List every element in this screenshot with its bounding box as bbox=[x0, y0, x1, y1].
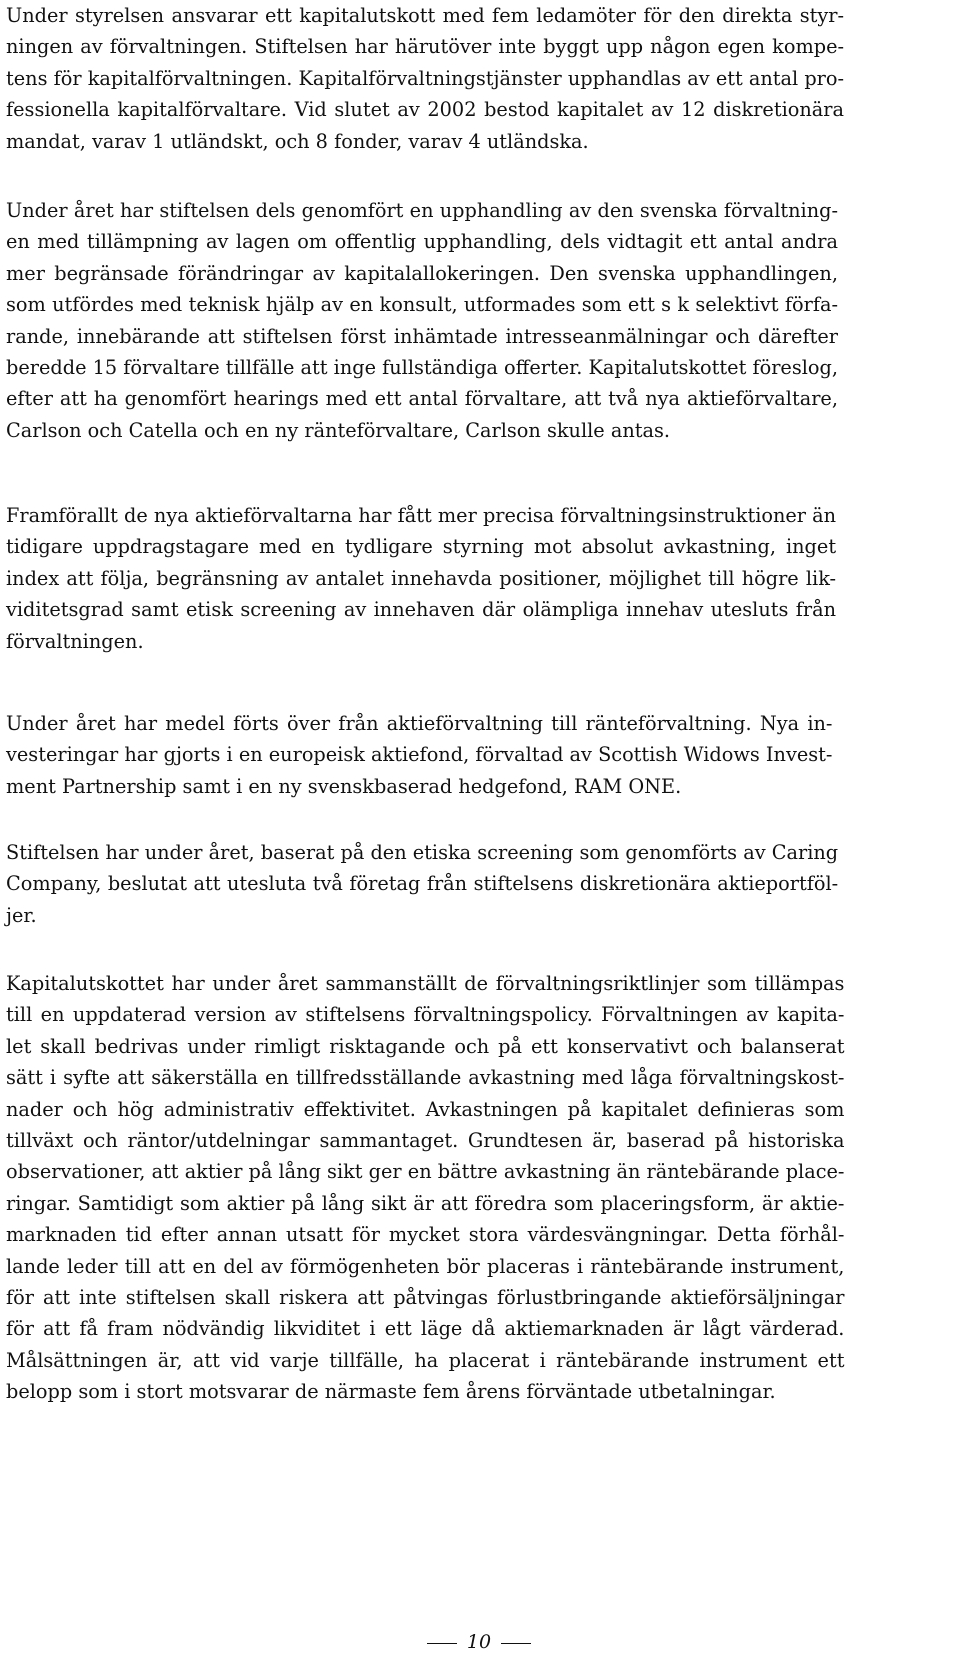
text-line: ment Partnership samt i en ny svenskbaserad hedgefond, RAM ONE. bbox=[6, 774, 682, 798]
text-line: index att följa, begränsning av antalet innehavda positioner, möjlighet till högre lik- bbox=[6, 566, 837, 590]
text-line: tens för kapitalförvaltningen. Kapitalförvaltningstjänster upphandlas av ett antal pro- bbox=[6, 66, 844, 90]
text-line: rande, innebärande att stiftelsen först inhämtade intresseanmälningar och därefter bbox=[6, 324, 838, 348]
text-line: tidigare uppdragstagare med en tydligare styrning mot absolut avkastning, inget bbox=[6, 535, 837, 559]
text-line: tillväxt och räntor/utdelningar sammantaget. Grundtesen är, baserad på historiska bbox=[6, 1129, 845, 1153]
text-line: viditetsgrad samt etisk screening av innehaven där olämpliga innehav utesluts från bbox=[6, 598, 837, 622]
text-line: Under styrelsen ansvarar ett kapitalutskott med fem ledamöter för den direkta styr- bbox=[6, 4, 844, 27]
page-number: 10 bbox=[466, 1631, 492, 1653]
text-line: Company, beslutat att utesluta två företag från stiftelsens diskretionära aktieportföl- bbox=[6, 872, 839, 896]
text-line: sätt i syfte att säkerställa en tillfredsställande avkastning med låga förvaltningskost- bbox=[6, 1066, 845, 1090]
paragraph bbox=[6, 708, 832, 802]
text-line: belopp som i stort motsvarar de närmaste fem årens förväntade utbetalningar. bbox=[6, 1380, 776, 1404]
paragraph bbox=[6, 968, 844, 1408]
text-line: en med tillämpning av lagen om offentlig upphandling, dels vidtagit ett antal andra bbox=[6, 230, 838, 254]
text-line: beredde 15 förvaltare tillfälle att inge fullständiga offerter. Kapitalutskottet föreslog, bbox=[6, 356, 838, 380]
text-line: förvaltningen. bbox=[6, 629, 144, 653]
paragraph bbox=[6, 500, 836, 657]
text-line: för att inte stiftelsen skall riskera att påtvingas förlustbringande aktieförsäljningar bbox=[6, 1286, 845, 1310]
paragraph bbox=[6, 0, 844, 157]
text-line: mer begränsade förändringar av kapitalallokeringen. Den svenska upphandlingen, bbox=[6, 261, 838, 285]
text-line: för att få fram nödvändig likviditet i ett läge då aktiemarknaden är lågt värderad. bbox=[6, 1317, 845, 1341]
text-line: Framförallt de nya aktieförvaltarna har fått mer precisa förvaltningsinstruktioner än bbox=[6, 504, 837, 527]
text-line: ningen av förvaltningen. Stiftelsen har härutöver inte byggt upp någon egen kompe- bbox=[6, 35, 844, 59]
text-line: Stiftelsen har under året, baserat på den etiska screening som genomförts av Caring bbox=[6, 841, 839, 864]
page-footer bbox=[6, 1630, 952, 1654]
text-line: efter att ha genomfört hearings med ett antal förvaltare, att två nya aktieförvaltare, bbox=[6, 387, 838, 411]
text-line: vesteringar har gjorts i en europeisk aktiefond, förvaltad av Scottish Widows Invest- bbox=[6, 743, 833, 767]
right-dash-rule bbox=[501, 1643, 531, 1644]
paragraph bbox=[6, 837, 838, 931]
text-line: Under året har stiftelsen dels genomfört en upphandling av den svenska förvaltning- bbox=[6, 199, 838, 222]
text-line: observationer, att aktier på lång sikt ger en bättre avkastning än räntebärande place- bbox=[6, 1160, 845, 1184]
text-line: marknaden tid efter annan utsatt för mycket stora värdesvängningar. Detta förhål- bbox=[6, 1223, 845, 1247]
text-line: fessionella kapitalförvaltare. Vid slutet av 2002 bestod kapitalet av 12 diskretionära bbox=[6, 98, 844, 122]
text-line: som utfördes med teknisk hjälp av en konsult, utformades som ett s k selektivt förfa- bbox=[6, 293, 838, 317]
left-dash-rule bbox=[427, 1643, 457, 1644]
text-line: jer. bbox=[6, 903, 37, 927]
text-line: Målsättningen är, att vid varje tillfälle, ha placerat i räntebärande instrument ett bbox=[6, 1348, 845, 1372]
text-line: nader och hög administrativ effektivitet. Avkastningen på kapitalet definieras som bbox=[6, 1097, 845, 1121]
paragraph bbox=[6, 195, 838, 446]
text-line: lande leder till att en del av förmögenheten bör placeras i räntebärande instrument, bbox=[6, 1254, 845, 1278]
text-line: let skall bedrivas under rimligt risktagande och på ett konservativt och balanserat bbox=[6, 1034, 845, 1058]
text-line: till en uppdaterad version av stiftelsens förvaltningspolicy. Förvaltningen av kapita- bbox=[6, 1003, 845, 1027]
text-line: Under året har medel förts över från aktieförvaltning till ränteförvaltning. Nya in- bbox=[6, 712, 833, 735]
text-line: Carlson och Catella och en ny ränteförvaltare, Carlson skulle antas. bbox=[6, 418, 671, 442]
text-line: mandat, varav 1 utländskt, och 8 fonder, varav 4 utländska. bbox=[6, 129, 589, 153]
text-line: Kapitalutskottet har under året sammanställt de förvaltningsriktlinjer som tillämpas bbox=[6, 972, 845, 995]
text-line: ringar. Samtidigt som aktier på lång sikt är att föredra som placeringsform, är aktie- bbox=[6, 1191, 845, 1215]
